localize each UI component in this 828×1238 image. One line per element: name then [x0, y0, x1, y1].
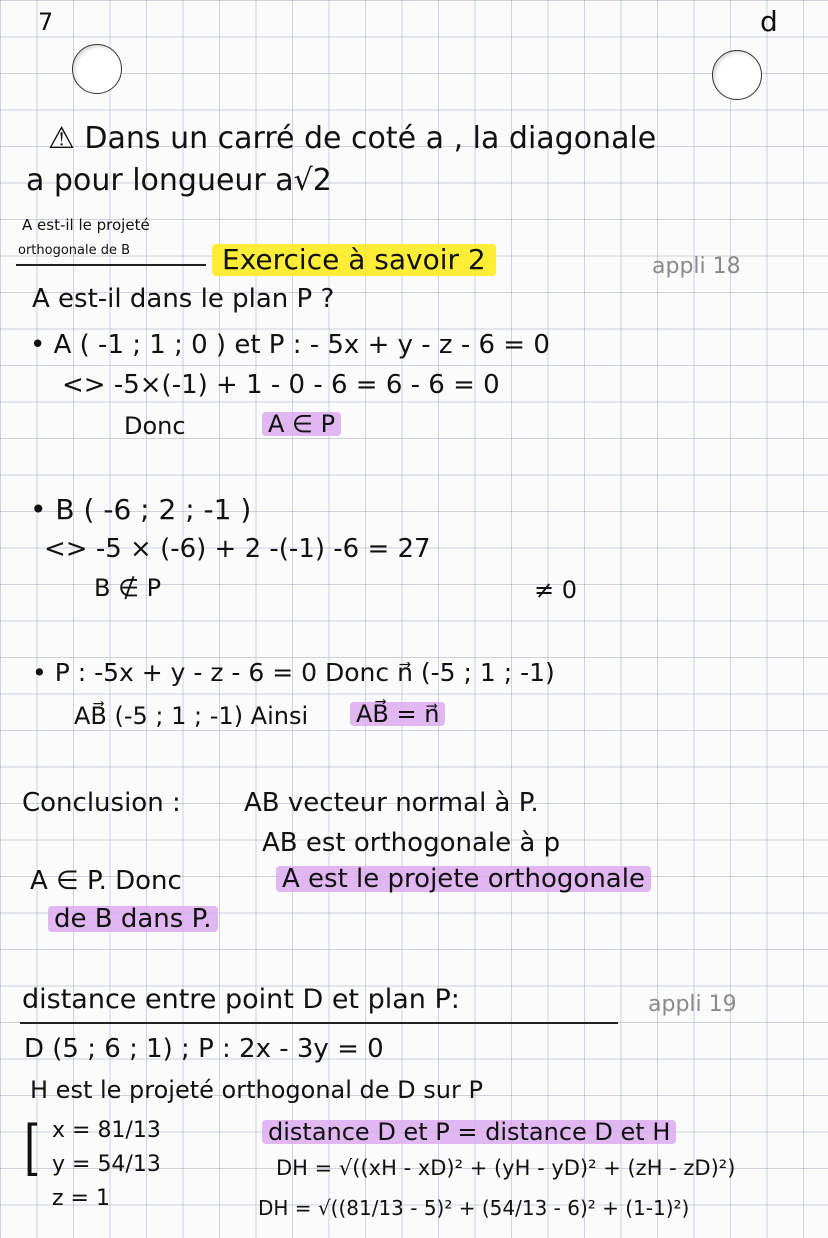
point-a-donc: Donc [124, 412, 186, 440]
margin-note-line-2: orthogonale de B [18, 243, 131, 258]
corner-letter: d [760, 5, 778, 38]
distance-title: distance entre point D et plan P: [22, 984, 460, 1015]
exercise-ref: appli 18 [652, 254, 741, 279]
margin-note-line-1: A est-il le projeté [22, 216, 150, 234]
distance-title-underline [20, 1022, 618, 1024]
margin-note-underline [16, 264, 206, 266]
note-line-1: ⚠ Dans un carré de coté a , la diagonale [48, 121, 657, 156]
point-a-calc: <> -5×(-1) + 1 - 0 - 6 = 6 - 6 = 0 [62, 370, 500, 400]
point-a-line: • A ( -1 ; 1 ; 0 ) et P : - 5x + y - z - 6 = 0 [30, 330, 550, 360]
conclusion-line-3a: A ∈ P. Donc [30, 866, 182, 896]
binder-hole-left [72, 44, 122, 94]
plane-normal-line: • P : -5x + y - z - 6 = 0 Donc n⃗ (-5 ; 1 ; -1) [32, 658, 555, 687]
system-brace: [ [24, 1113, 41, 1183]
point-b-neq: ≠ 0 [534, 576, 578, 604]
distance-given: D (5 ; 6 ; 1) ; P : 2x - 3y = 0 [24, 1034, 384, 1064]
ab-vector-line: AB⃗ (-5 ; 1 ; -1) Ainsi [74, 702, 309, 730]
point-b-calc: <> -5 × (-6) + 2 -(-1) -6 = 27 [44, 534, 431, 564]
dh-formula: DH = √((xH - xD)² + (yH - yD)² + (zH - zD)²) [276, 1156, 736, 1180]
binder-hole-right [712, 50, 762, 100]
note-line-2: a pour longueur a√2 [26, 163, 332, 198]
distance-ref: appli 19 [648, 992, 737, 1017]
system-z: z = 1 [52, 1186, 110, 1211]
conclusion-line-3b: A est le projete orthogonale [276, 866, 651, 892]
conclusion-line-2: AB est orthogonale à p [262, 828, 561, 858]
projection-h-line: H est le projeté orthogonal de D sur P [30, 1076, 483, 1104]
distance-definition: distance D et P = distance D et H [262, 1120, 676, 1144]
point-b-line: • B ( -6 ; 2 ; -1 ) [30, 493, 252, 526]
dh-numeric: DH = √((81/13 - 5)² + (54/13 - 6)² + (1-1)²) [258, 1196, 690, 1220]
conclusion-label: Conclusion : [22, 788, 181, 818]
page-number: 7 [38, 8, 54, 36]
conclusion-line-4: de B dans P. [48, 906, 218, 932]
system-x: x = 81/13 [52, 1118, 161, 1143]
exercise-title: Exercice à savoir 2 [212, 244, 496, 276]
point-b-result: B ∉ P [94, 574, 162, 602]
conclusion-line-1: AB vecteur normal à P. [244, 788, 539, 818]
question-1: A est-il dans le plan P ? [32, 284, 335, 314]
point-a-result: A ∈ P [262, 412, 341, 436]
ab-equals-n: AB⃗ = n⃗ [350, 702, 445, 726]
system-y: y = 54/13 [52, 1152, 161, 1177]
